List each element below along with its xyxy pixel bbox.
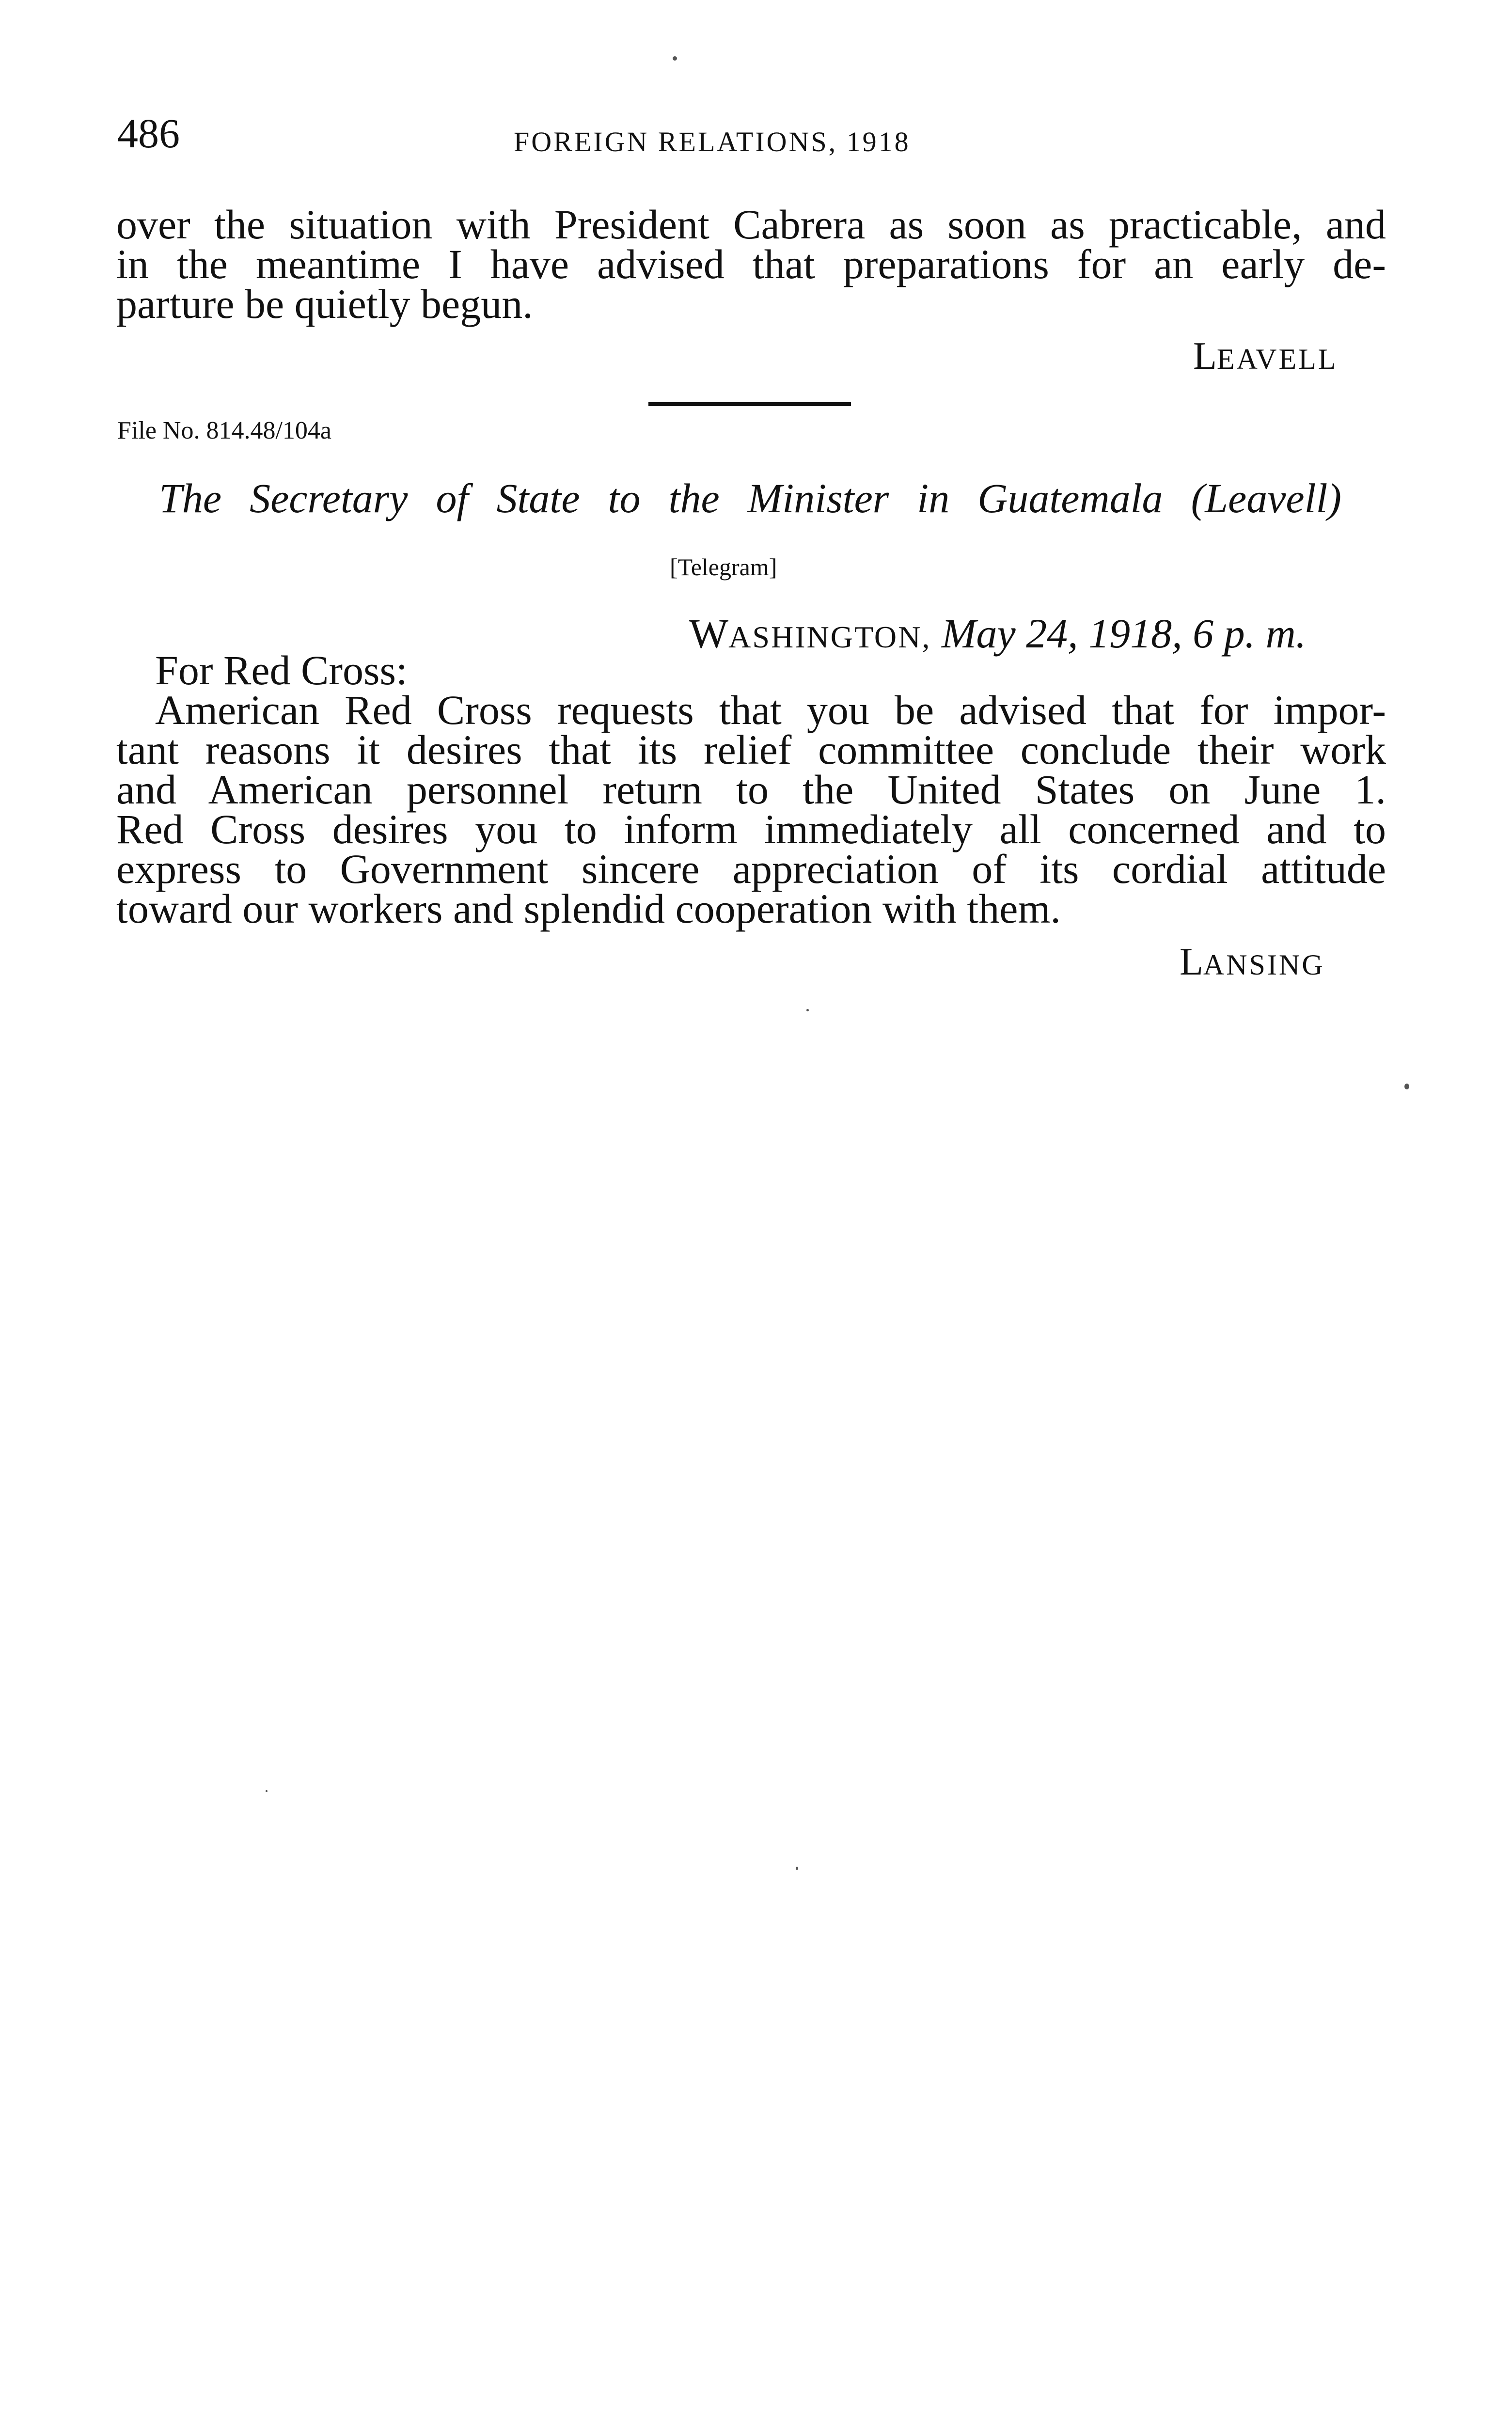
scan-speck	[1404, 1084, 1409, 1089]
document-type-label: [Telegram]	[670, 553, 777, 581]
signature-lansing	[1180, 941, 1325, 983]
signature-initial: L	[1180, 941, 1203, 983]
page-number: 486	[117, 110, 180, 157]
body-line: express to Government sincere appreciation of its cordial attitude	[116, 846, 1386, 892]
dateline-date: May 24, 1918, 6 p. m.	[941, 610, 1307, 657]
body-line: and American personnel return to the United States on June 1.	[116, 766, 1386, 813]
running-head: FOREIGN RELATIONS, 1918	[514, 126, 911, 157]
continuation-line: parture be quietly begun.	[116, 281, 533, 327]
dateline-place-rest: ASHINGTON,	[728, 620, 931, 654]
body-line: Red Cross desires you to inform immediately all concerned and to	[116, 806, 1386, 852]
signature-rest: EAVELL	[1216, 343, 1338, 375]
scan-speck	[673, 56, 677, 61]
scan-speck	[266, 1790, 268, 1792]
section-divider	[648, 402, 851, 406]
scan-speck	[796, 1867, 798, 1870]
salutation: For Red Cross:	[155, 647, 408, 693]
continuation-line: over the situation with President Cabrera as soon as practicable, and	[116, 201, 1386, 248]
file-number: File No. 814.48/104a	[117, 417, 331, 444]
body-line: tant reasons it desires that its relief committee conclude their work	[116, 726, 1386, 773]
signature-rest: ANSING	[1203, 949, 1325, 981]
scan-speck	[806, 1009, 809, 1011]
continuation-line: in the meantime I have advised that preparations for an early de-	[116, 241, 1386, 287]
body-line: toward our workers and splendid cooperation with them.	[116, 885, 1061, 932]
document-heading: The Secretary of State to the Minister in Guatemala (Leavell)	[159, 475, 1341, 521]
signature-leavell	[1193, 335, 1338, 378]
dateline-place-initial: W	[689, 610, 729, 657]
body-line: American Red Cross requests that you be advised that for impor-	[155, 687, 1386, 733]
signature-initial: L	[1193, 335, 1217, 378]
